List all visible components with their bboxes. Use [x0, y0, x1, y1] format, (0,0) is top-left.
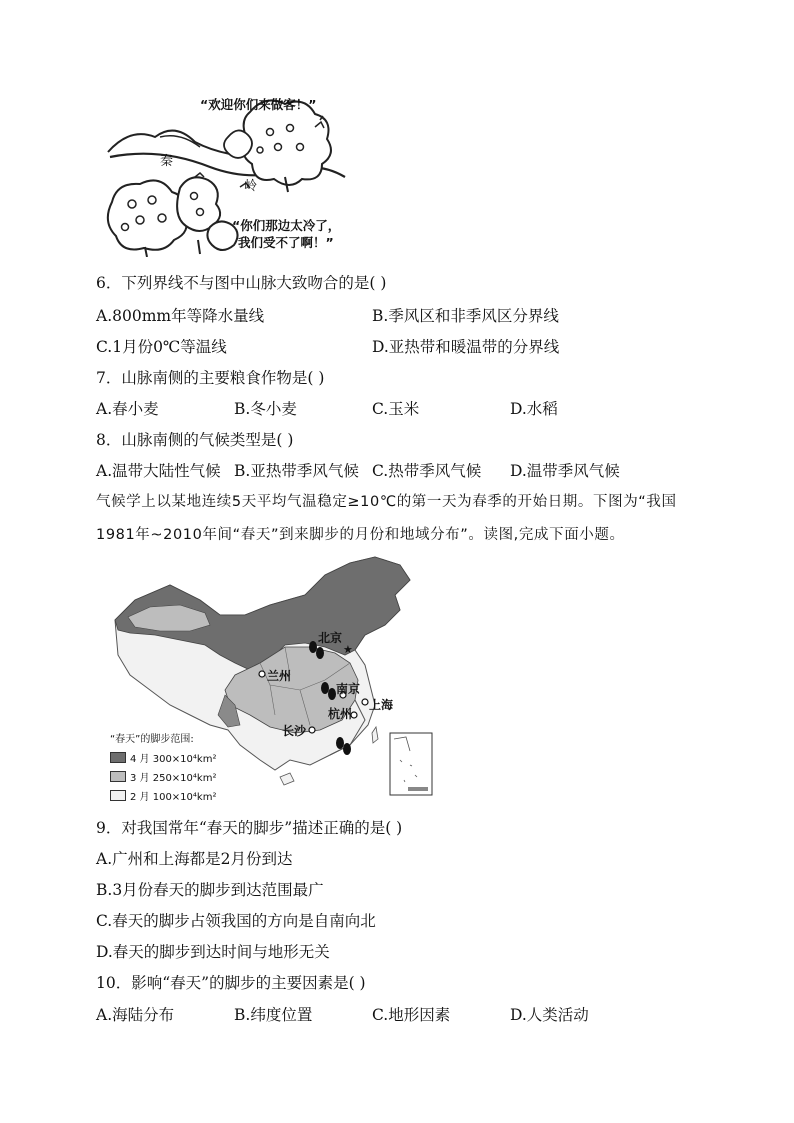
beijing-star-icon: ★ [343, 643, 353, 656]
question-9-option-c[interactable]: C.春天的脚步占领我国的方向是自南向北 [96, 912, 376, 930]
passage-line-2: 1981年~2010年间“春天”到来脚步的月份和地域分布”。读图,完成下面小题。 [96, 527, 625, 543]
legend-swatch-february [110, 790, 126, 801]
question-6-option-b[interactable]: B.季风区和非季风区分界线 [372, 307, 559, 325]
question-6-option-c[interactable]: C.1月份0℃等温线 [96, 338, 227, 356]
legend-label-april: 4 月 300×10⁴km² [130, 754, 217, 765]
changsha-dot [309, 727, 315, 733]
city-label-beijing: 北京 [318, 631, 343, 645]
question-8-option-b[interactable]: B.亚热带季风气候 [234, 462, 359, 480]
legend-item-april [110, 750, 230, 765]
question-10-option-a[interactable]: A.海陆分布 [96, 1006, 175, 1024]
question-7-stem: 7．山脉南侧的主要粮食作物是( ) [96, 369, 325, 387]
south-china-sea-inset [390, 733, 432, 795]
speech-bubble-bottom-line1: “你们那边太冷了， [232, 218, 341, 233]
question-6-option-d[interactable]: D.亚热带和暖温带的分界线 [372, 338, 560, 356]
question-8-option-c[interactable]: C.热带季风气候 [372, 462, 482, 480]
question-10-option-c[interactable]: C.地形因素 [372, 1006, 451, 1024]
speech-bubble-bottom-line2: 我们受不了啊！” [238, 235, 334, 250]
question-6-option-a[interactable]: A.800mm年等降水量线 [96, 307, 265, 325]
question-10-stem: 10．影响“春天”的脚步的主要因素是( ) [96, 974, 366, 992]
lanzhou-dot [259, 671, 265, 677]
question-7-option-d[interactable]: D.水稻 [510, 400, 558, 418]
legend-swatch-march [110, 771, 126, 782]
legend-item-february [110, 788, 230, 803]
legend-label-march: 3 月 250×10⁴km² [130, 773, 217, 784]
tree-south [108, 177, 238, 257]
city-label-changsha: 长沙 [282, 724, 307, 738]
legend-title: “春天”的脚步范围: [110, 734, 194, 745]
map-legend [110, 733, 230, 803]
question-7-option-a[interactable]: A.春小麦 [96, 400, 159, 418]
question-10-option-d[interactable]: D.人类活动 [510, 1006, 589, 1024]
china-spring-map [110, 555, 440, 803]
question-8-stem: 8．山脉南侧的气候类型是( ) [96, 431, 294, 449]
question-9-option-a[interactable]: A.广州和上海都是2月份到达 [96, 850, 293, 868]
speech-bubble-top: “欢迎你们来做客！” [200, 97, 317, 112]
passage-text [96, 486, 706, 552]
city-label-shanghai: 上海 [369, 698, 394, 712]
question-8-option-a[interactable]: A.温带大陆性气候 [96, 462, 221, 480]
question-9-option-b[interactable]: B.3月份春天的脚步到达范围最广 [96, 881, 324, 899]
city-label-nanjing: 南京 [336, 682, 361, 696]
question-10-option-b[interactable]: B.纬度位置 [234, 1006, 313, 1024]
legend-swatch-april [110, 752, 126, 763]
passage-line-1: 气候学上以某地连续5天平均气温稳定≥10℃的第一天为春季的开始日期。下图为“我国 [96, 494, 677, 510]
question-9-option-d[interactable]: D.春天的脚步到达时间与地形无关 [96, 943, 330, 961]
question-7-option-c[interactable]: C.玉米 [372, 400, 420, 418]
question-8-option-d[interactable]: D.温带季风气候 [510, 462, 620, 480]
legend-label-february: 2 月 100×10⁴km² [130, 792, 217, 803]
legend-item-march [110, 769, 230, 784]
city-label-lanzhou: 兰州 [267, 669, 292, 683]
mountain-label-qin: 秦 [160, 154, 174, 169]
mountain-label-ling: 岭 [244, 179, 258, 194]
city-label-hangzhou: 杭州 [328, 707, 353, 721]
question-6-stem: 6．下列界线不与图中山脉大致吻合的是( ) [96, 274, 387, 292]
shanghai-dot [362, 699, 368, 705]
question-9-stem: 9．对我国常年“春天的脚步”描述正确的是( ) [96, 819, 403, 837]
question-7-option-b[interactable]: B.冬小麦 [234, 400, 297, 418]
